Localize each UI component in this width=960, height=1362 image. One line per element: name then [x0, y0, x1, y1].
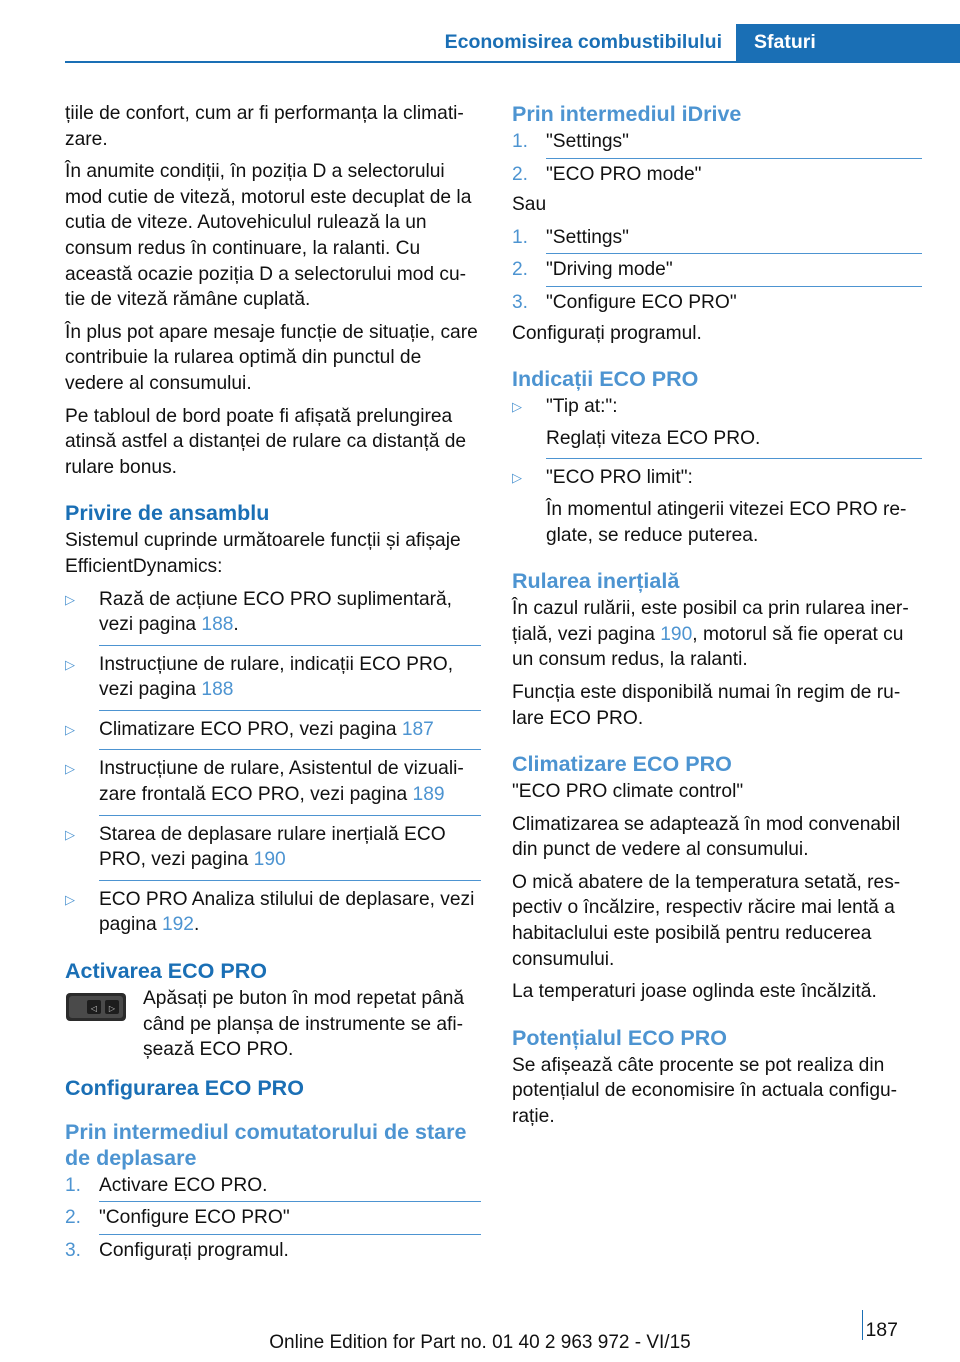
heading-indications: Indicații ECO PRO: [512, 367, 699, 392]
list-item: 2. "Configure ECO PRO": [65, 1205, 481, 1235]
list-item: 2. "ECO PRO mode": [512, 163, 702, 185]
overview-intro: Sistemul cuprinde următoarele funcții și afișaje EfficientDynamics:: [65, 530, 461, 577]
heading-switch: Prin intermediul comutatorului de stare de deplasare: [65, 1119, 467, 1170]
paragraph: În plus pot apare mesaje funcție de situație, care contribuie la rularea optimă din punctul de vedere al consumului.: [65, 321, 478, 394]
page-link[interactable]: 192: [161, 914, 194, 936]
triangle-right-icon: ▷: [65, 656, 75, 672]
triangle-right-icon: ▷: [512, 470, 522, 486]
page-link[interactable]: 189: [412, 784, 445, 806]
page-link[interactable]: 190: [660, 623, 693, 645]
header-rule: [65, 61, 960, 63]
header-tab: Sfaturi: [736, 24, 960, 61]
triangle-right-icon: ▷: [65, 761, 75, 777]
list-item: ▷ Rază de acțiune ECO PRO suplimentară, vezi pagina 188.: [65, 587, 481, 646]
triangle-right-icon: ▷: [512, 399, 522, 415]
list-item: ▷ Instrucțiune de rulare, indicații ECO PRO, vezi pagina 188: [65, 652, 481, 711]
paragraph: La temperaturi joase oglinda este încălzită.: [512, 981, 877, 1003]
triangle-right-icon: ▷: [65, 891, 75, 907]
list-item: ▷ "ECO PRO limit": În momentul atingerii vitezei ECO PRO re‐glate, se reduce puterea.: [512, 467, 907, 546]
page-link[interactable]: 190: [253, 849, 286, 871]
page-link[interactable]: 188: [201, 679, 234, 701]
footer-edition: Online Edition for Part no. 01 40 2 963 972 - VI/15: [269, 1332, 691, 1353]
list-item: 1. Activare ECO PRO.: [65, 1173, 481, 1203]
triangle-right-icon: ▷: [65, 721, 75, 737]
activate-block: [65, 986, 481, 1063]
heading-config: Configurarea ECO PRO: [65, 1075, 304, 1100]
paragraph: Pe tabloul de bord poate fi afișată prelungirea atinsă astfel a distanței de rulare ca distanță de rulare bonus.: [65, 405, 467, 478]
paragraph: Funcția este disponibilă numai în regim de ru‐lare ECO PRO.: [512, 681, 901, 729]
heading-coasting: Rularea inerțială: [512, 569, 680, 594]
list-item: 2. "Driving mode": [512, 257, 922, 287]
idrive-steps-b: [512, 225, 922, 316]
list-item: ▷ "Tip at:": Reglați viteza ECO PRO.: [512, 394, 922, 459]
paragraph: O mică abatere de la temperatura setată, res‐pectiv o încălzire, respectiv răcire mai lentă a habitaclului este posibilă pentru reducerea consumului.: [512, 871, 901, 970]
page-link[interactable]: 187: [401, 718, 434, 740]
list-item: 3. "Configure ECO PRO": [512, 291, 737, 313]
left-column: [65, 101, 481, 1269]
paragraph: Configurați programul.: [512, 322, 702, 344]
overview-list: [65, 587, 481, 939]
activate-text: Apăsați pe buton în mod repetat până când pe planșa de instrumente se afi‐șează ECO PRO.: [143, 988, 465, 1061]
svg-text:▷: ▷: [108, 1004, 116, 1014]
list-item: ▷ ECO PRO Analiza stilului de deplasare, vezi pagina 192.: [65, 888, 475, 936]
indications-list: [512, 394, 922, 548]
triangle-right-icon: ▷: [65, 591, 75, 607]
heading-activate: Activarea ECO PRO: [65, 959, 267, 984]
driving-mode-button-icon: [65, 992, 127, 1022]
or-text: Sau: [512, 194, 547, 216]
idrive-steps-a: [512, 129, 922, 187]
heading-idrive: Prin intermediul iDrive: [512, 102, 742, 126]
list-item: 3. Configurați programul.: [65, 1240, 289, 1261]
list-item: ▷ Instrucțiune de rulare, Asistentul de vizuali‐zare frontală ECO PRO, vezi pagina 189: [65, 756, 481, 815]
svg-text:◁: ◁: [90, 1004, 98, 1014]
list-item: 1. "Settings": [512, 225, 922, 255]
triangle-right-icon: ▷: [65, 826, 75, 842]
heading-climate: Climatizare ECO PRO: [512, 752, 732, 777]
paragraph: "ECO PRO climate control": [512, 781, 744, 803]
header-section-title: Economisirea combustibilului: [444, 31, 722, 53]
page-link[interactable]: 188: [201, 614, 234, 636]
page-number: 187: [865, 1319, 898, 1341]
list-item: ▷ Starea de deplasare rulare inerțială ECO PRO, vezi pagina 190: [65, 822, 481, 881]
paragraph: În cazul rulării, este posibil ca prin rularea iner‐țială, vezi pagina 190, motorul să fie operat cu un consum redus, la ralanti.: [512, 598, 909, 671]
right-column: [512, 101, 922, 1137]
paragraph: Climatizarea se adaptează în mod convenabil din punct de vedere al consumului.: [512, 813, 901, 861]
switch-steps: [65, 1173, 481, 1264]
heading-overview: Privire de ansamblu: [65, 501, 270, 526]
paragraph: În anumite condiții, în poziția D a selectorului mod cutie de viteză, motorul este decuplat de la cutia de viteze. Autovehiculul rulează la un consum redus în continuare, la ralanti. Cu această ocazie poziția D a selectorului mod cu‐tie de viteză rămâne cuplată.: [65, 161, 472, 311]
paragraph: Se afișează câte procente se pot realiza din potențialul de economisire în actuala configu‐rație.: [512, 1054, 898, 1128]
list-item: ▷ Climatizare ECO PRO, vezi pagina 187: [65, 717, 481, 751]
list-item: 1. "Settings": [512, 129, 922, 159]
paragraph: țiile de confort, cum ar fi performanța la climati‐zare.: [65, 103, 464, 150]
heading-potential: Potențialul ECO PRO: [512, 1025, 728, 1050]
